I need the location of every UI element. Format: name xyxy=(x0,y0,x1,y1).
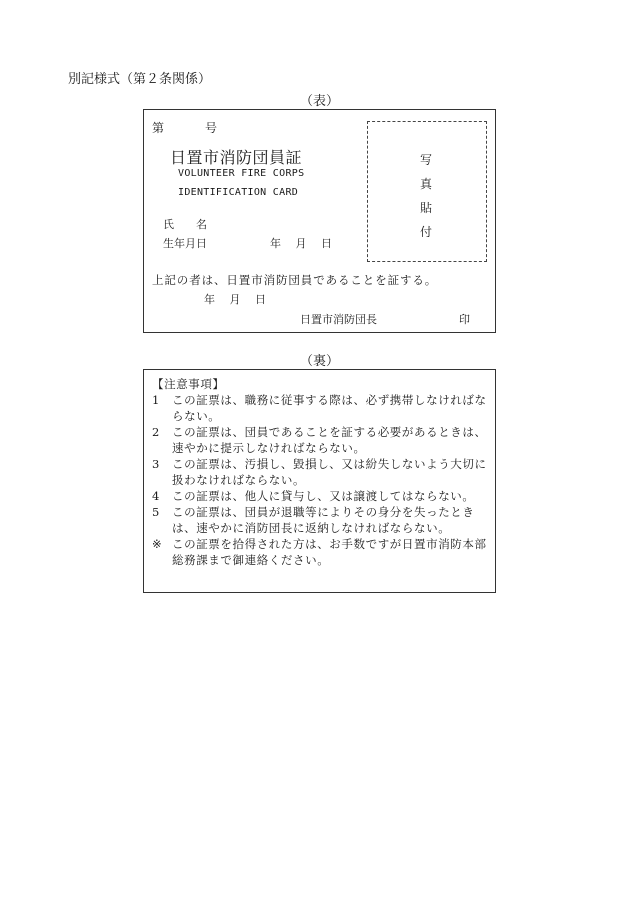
dob-placeholder: 年 月 日 xyxy=(270,237,332,250)
note-item xyxy=(152,456,492,488)
photo-char: 真 xyxy=(419,177,432,191)
note-item xyxy=(152,424,492,456)
photo-char: 付 xyxy=(419,225,432,239)
card-title: 日置市消防団員証 xyxy=(170,148,303,167)
notes-section xyxy=(152,376,492,568)
note-text: この証票は、汚損し、毀損し、又は紛失しないよう大切に扱わなければならない。 xyxy=(172,457,487,487)
seal-mark: 印 xyxy=(459,313,470,326)
note-item xyxy=(152,536,492,568)
card-number-suffix: 号 xyxy=(205,121,218,135)
certify-text: 上記の者は、日置市消防団員であることを証する。 xyxy=(152,273,438,287)
issue-date: 年 月 日 xyxy=(204,293,266,306)
english-title-line1: VOLUNTEER FIRE CORPS xyxy=(178,168,305,179)
card-number-prefix: 第 xyxy=(152,121,165,135)
photo-char: 貼 xyxy=(419,201,432,215)
photo-char: 写 xyxy=(419,153,432,167)
note-item xyxy=(152,488,492,504)
note-text: この証票を拾得された方は、お手数ですが日置市消防本部総務課まで御連絡ください。 xyxy=(172,537,487,567)
form-header: 別記様式（第２条関係） xyxy=(68,72,212,87)
note-text: この証票は、団員が退職等によりその身分を失ったときは、速やかに消防団長に返納しなければならない。 xyxy=(172,505,475,535)
dob-label: 生年月日 xyxy=(163,237,207,250)
note-number: 4 xyxy=(152,489,160,503)
note-text: この証票は、団員であることを証する必要があるときは、速やかに提示しなければならない。 xyxy=(172,425,487,455)
note-text: この証票は、職務に従事する際は、必ず携帯しなければならない。 xyxy=(172,393,487,423)
back-label: （裏） xyxy=(300,354,340,369)
issuer: 日置市消防団長 xyxy=(300,313,377,326)
note-item xyxy=(152,392,492,424)
note-item xyxy=(152,504,492,536)
english-title-line2: IDENTIFICATION CARD xyxy=(178,187,299,198)
notes-heading: 【注意事項】 xyxy=(152,377,225,391)
name-label: 氏 名 xyxy=(163,218,207,231)
note-text: この証票は、他人に貸与し、又は譲渡してはならない。 xyxy=(172,489,475,503)
note-number: 3 xyxy=(152,457,160,471)
note-number: 1 xyxy=(152,393,160,407)
note-number: 5 xyxy=(152,505,160,519)
note-number: ※ xyxy=(152,537,163,551)
front-label: （表） xyxy=(300,94,340,109)
note-number: 2 xyxy=(152,425,160,439)
